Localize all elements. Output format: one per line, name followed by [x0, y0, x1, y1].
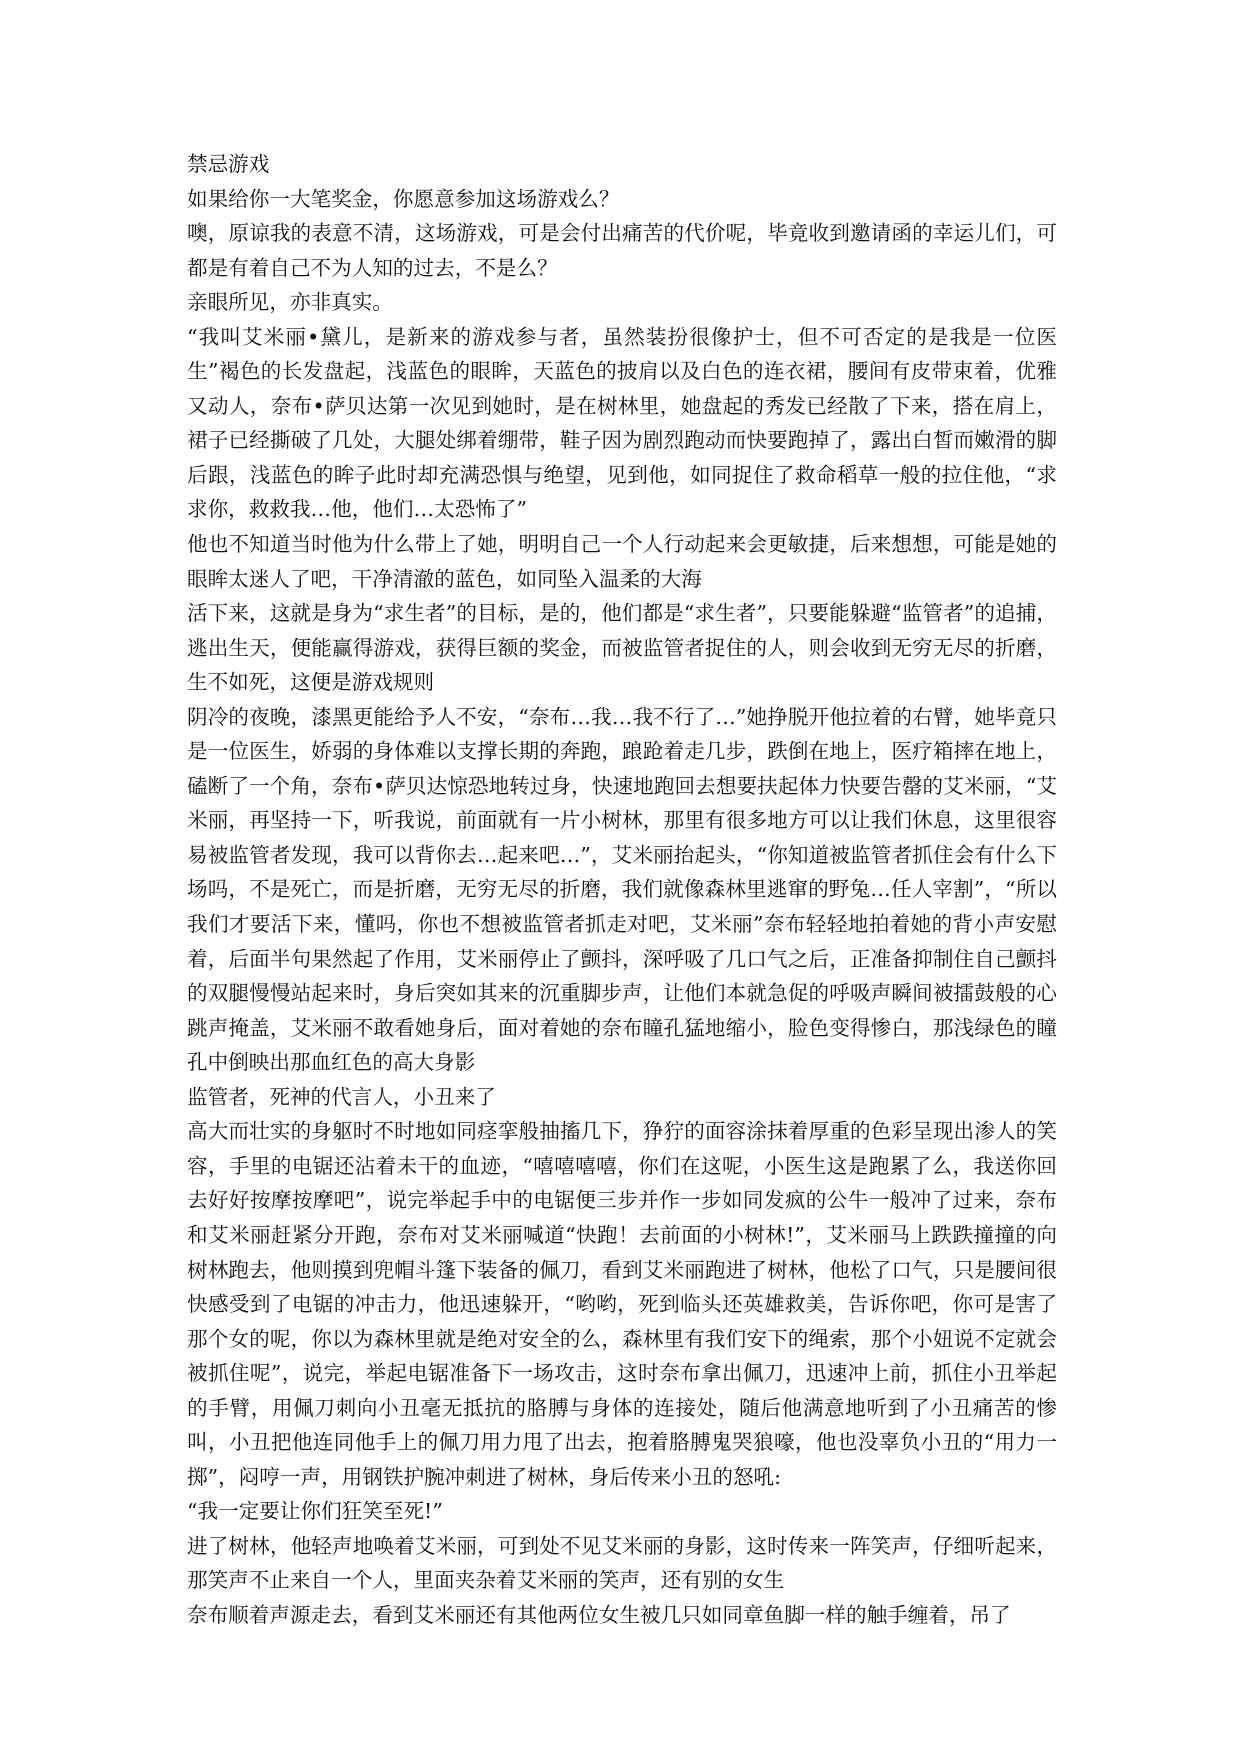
paragraph: “我叫艾米丽•黛儿，是新来的游戏参与者，虽然装扮很像护士，但不可否定的是我是一位医生”褐色的长发盘起，浅蓝色的眼眸，天蓝色的披肩以及白色的连衣裙，腰间有皮带束着，优雅又动人，奈布•萨贝达第一次见到她时，是在树林里，她盘起的秀发已经散了下来，搭在肩上，裙子已经撕破了几处，大腿处绑着绷带，鞋子因为剧烈跑动而快要跑掉了，露出白皙而嫩滑的脚后跟，浅蓝色的眸子此时却充满恐惧与绝望，见到他，如同捉住了救命稻草一般的拉住他，“求求你，救救我…他，他们…太恐怖了”	[187, 324, 1057, 522]
paragraph: 阴冷的夜晚，漆黑更能给予人不安，“奈布…我…我不行了…”她挣脱开他拉着的右臂，她毕竟只是一位医生，娇弱的身体难以支撑长期的奔跑，踉跄着走几步，跌倒在地上，医疗箱摔在地上，磕断了一个角，奈布•萨贝达惊恐地转过身，快速地跑回去想要扶起体力快要告罄的艾米丽，“艾米丽，再坚持一下，听我说，前面就有一片小树林，那里有很多地方可以让我们休息，这里很容易被监管者发现，我可以背你去…起来吧…”，艾米丽抬起头，“你知道被监管者抓住会有什么下场吗，不是死亡，而是折磨，无穷无尽的折磨，我们就像森林里逃窜的野兔…任人宰割”，“所以我们才要活下来，懂吗，你也不想被监管者抓走对吧，艾米丽”奈布轻轻地拍着她的背小声安慰着，后面半句果然起了作用，艾米丽停止了颤抖，深呼吸了几口气之后，正准备抑制住自己颤抖的双腿慢慢站起来时，身后突如其来的沉重脚步声，让他们本就急促的呼吸声瞬间被擂鼓般的心跳声掩盖，艾米丽不敢看她身后，面对着她的奈布瞳孔猛地缩小，脸色变得惨白，那浅绿色的瞳孔中倒映出那血红色的高大身影	[187, 704, 1057, 1075]
paragraph: “我一定要让你们狂笑至死!”	[187, 1499, 443, 1524]
document-title: 禁忌游戏	[187, 152, 270, 176]
paragraph: 进了树林，他轻声地唤着艾米丽，可到处不见艾米丽的身影，这时传来一阵笑声，仔细听起来，那笑声不止来自一个人，里面夹杂着艾米丽的笑声，还有别的女生	[187, 1533, 1057, 1593]
paragraph: 亲眼所见，亦非真实。	[187, 290, 393, 315]
paragraph: 高大而壮实的身躯时不时地如同痉挛般抽搐几下，狰狞的面容涂抹着厚重的色彩呈现出渗人的笑容，手里的电锯还沾着未干的血迹，“嘻嘻嘻嘻，你们在这呢，小医生这是跑累了么，我送你回去好好按摩按摩吧”，说完举起手中的电锯便三步并作一步如同发疯的公牛一般冲了过来，奈布和艾米丽赶紧分开跑，奈布对艾米丽喊道“快跑！去前面的小树林!”，艾米丽马上跌跌撞撞的向树林跑去，他则摸到兜帽斗篷下装备的佩刀，看到艾米丽跑进了树林，他松了口气，只是腰间很快感受到了电锯的冲击力，他迅速躲开，“哟哟，死到临头还英雄救美，告诉你吧，你可是害了那个女的呢，你以为森林里就是绝对安全的么，森林里有我们安下的绳索，那个小妞说不定就会被抓住呢”，说完，举起电锯准备下一场攻击，这时奈布拿出佩刀，迅速冲上前，抓住小丑举起的手臂，用佩刀刺向小丑毫无抵抗的胳膊与身体的连接处，随后他满意地听到了小丑痛苦的惨叫，小丑把他连同他手上的佩刀用力甩了出去，抱着胳膊鬼哭狼嚎，他也没辜负小丑的“用力一掷”，闷哼一声，用钢铁护腕冲刺进了树林，身后传来小丑的怒吼:	[187, 1119, 1057, 1489]
paragraph: 噢，原谅我的表意不清，这场游戏，可是会付出痛苦的代价呢，毕竟收到邀请函的幸运儿们，可都是有着自己不为人知的过去，不是么？	[187, 221, 1057, 280]
paragraph: 如果给你一大笔奖金，你愿意参加这场游戏么？	[187, 186, 620, 211]
paragraph: 监管者，死神的代言人，小丑来了	[187, 1084, 496, 1109]
document-body	[187, 147, 1057, 1633]
paragraph: 奈布顺着声源走去，看到艾米丽还有其他两位女生被几只如同章鱼脚一样的触手缠着，吊了	[187, 1602, 1011, 1627]
paragraph: 活下来，这就是身为“求生者”的目标，是的，他们都是“求生者”，只要能躲避“监管者”的追捕，逃出生天，便能赢得游戏，获得巨额的奖金，而被监管者捉住的人，则会收到无穷无尽的折磨，生不如死，这便是游戏规则	[187, 601, 1057, 695]
paragraph: 他也不知道当时他为什么带上了她，明明自己一个人行动起来会更敏捷，后来想想，可能是她的眼眸太迷人了吧，干净清澈的蓝色，如同坠入温柔的大海	[187, 532, 1057, 591]
